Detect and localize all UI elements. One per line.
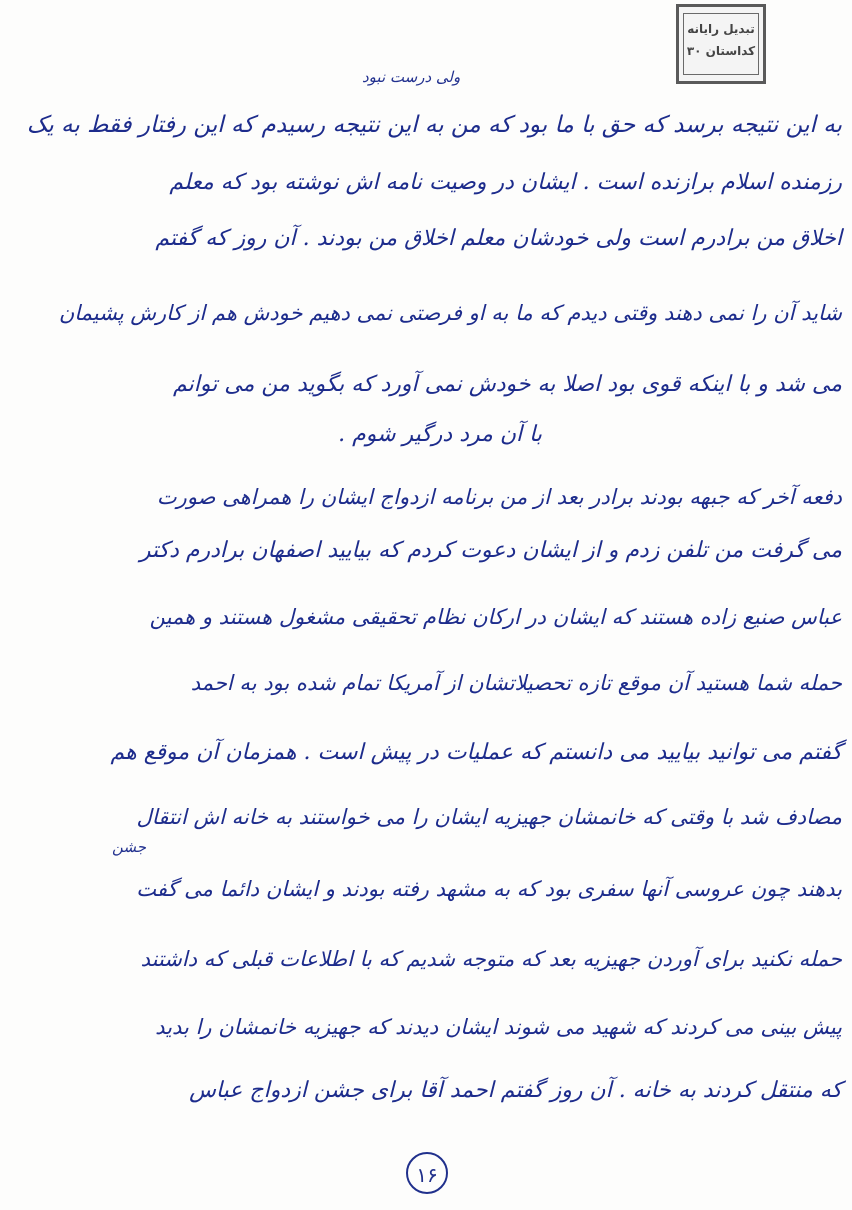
text-line: بدهند چون عروسی آنها سفری بود که به مشهد رفته بودند و ایشان دائما می گفت (136, 877, 842, 901)
text-line: رزمنده اسلام برازنده است . ایشان در وصیت نامه اش نوشته بود که معلم (169, 170, 842, 195)
text-line: گفتم می توانید بیایید می دانستم که عملیات در پیش است . همزمان آن موقع هم (110, 740, 842, 765)
text-line: شاید آن را نمی دهند وقتی دیدم که ما به او فرصتی نمی دهیم خودش هم از کارش پشیمان (58, 301, 842, 325)
text-line: حمله شما هستید آن موقع تازه تحصیلاتشان از آمریکا تمام شده بود به احمد (190, 671, 842, 695)
text-line: دفعه آخر که جبهه بودند برادر بعد از من برنامه ازدواج ایشان را همراهی صورت (156, 485, 842, 509)
text-line: می گرفت من تلفن زدم و از ایشان دعوت کردم که بیایید اصفهان برادرم دکتر (139, 538, 842, 563)
insertion-note: جشن (112, 838, 147, 856)
stamp-line-1: تبدیل رایانه (687, 22, 755, 36)
handwritten-text (10, 0, 842, 1140)
insertion-note: ولی درست نبود (362, 68, 461, 86)
text-line: به این نتیجه برسد که حق با ما بود که من به این نتیجه رسیدم که این رفتار فقط به یک (26, 112, 842, 138)
text-line: اخلاق من برادرم است ولی خودشان معلم اخلاق من بودند . آن روز که گفتم (155, 226, 842, 251)
text-line: می شد و با اینکه قوی بود اصلا به خودش نمی آورد که بگوید من می توانم (172, 372, 842, 397)
page-number: ۱۶ (406, 1152, 448, 1194)
text-line: مصادف شد با وقتی که خانمشان جهیزیه ایشان را می خواستند به خانه اش انتقال (136, 805, 842, 829)
text-line: با آن مرد درگیر شوم . (338, 422, 542, 447)
text-line: پیش بینی می کردند که شهید می شوند ایشان دیدند که جهیزیه خانمشان را بدید (155, 1015, 842, 1039)
text-line: که منتقل کردند به خانه . آن روز گفتم احمد آقا برای جشن ازدواج عباس (189, 1078, 842, 1103)
text-line: حمله نکنید برای آوردن جهیزیه بعد که متوجه شدیم که با اطلاعات قبلی که داشتند (140, 947, 842, 971)
text-line: عباس صنیع زاده هستند که ایشان در ارکان نظام تحقیقی مشغول هستند و همین (149, 605, 842, 629)
stamp-line-2: کداستان ۳۰ (686, 44, 756, 58)
